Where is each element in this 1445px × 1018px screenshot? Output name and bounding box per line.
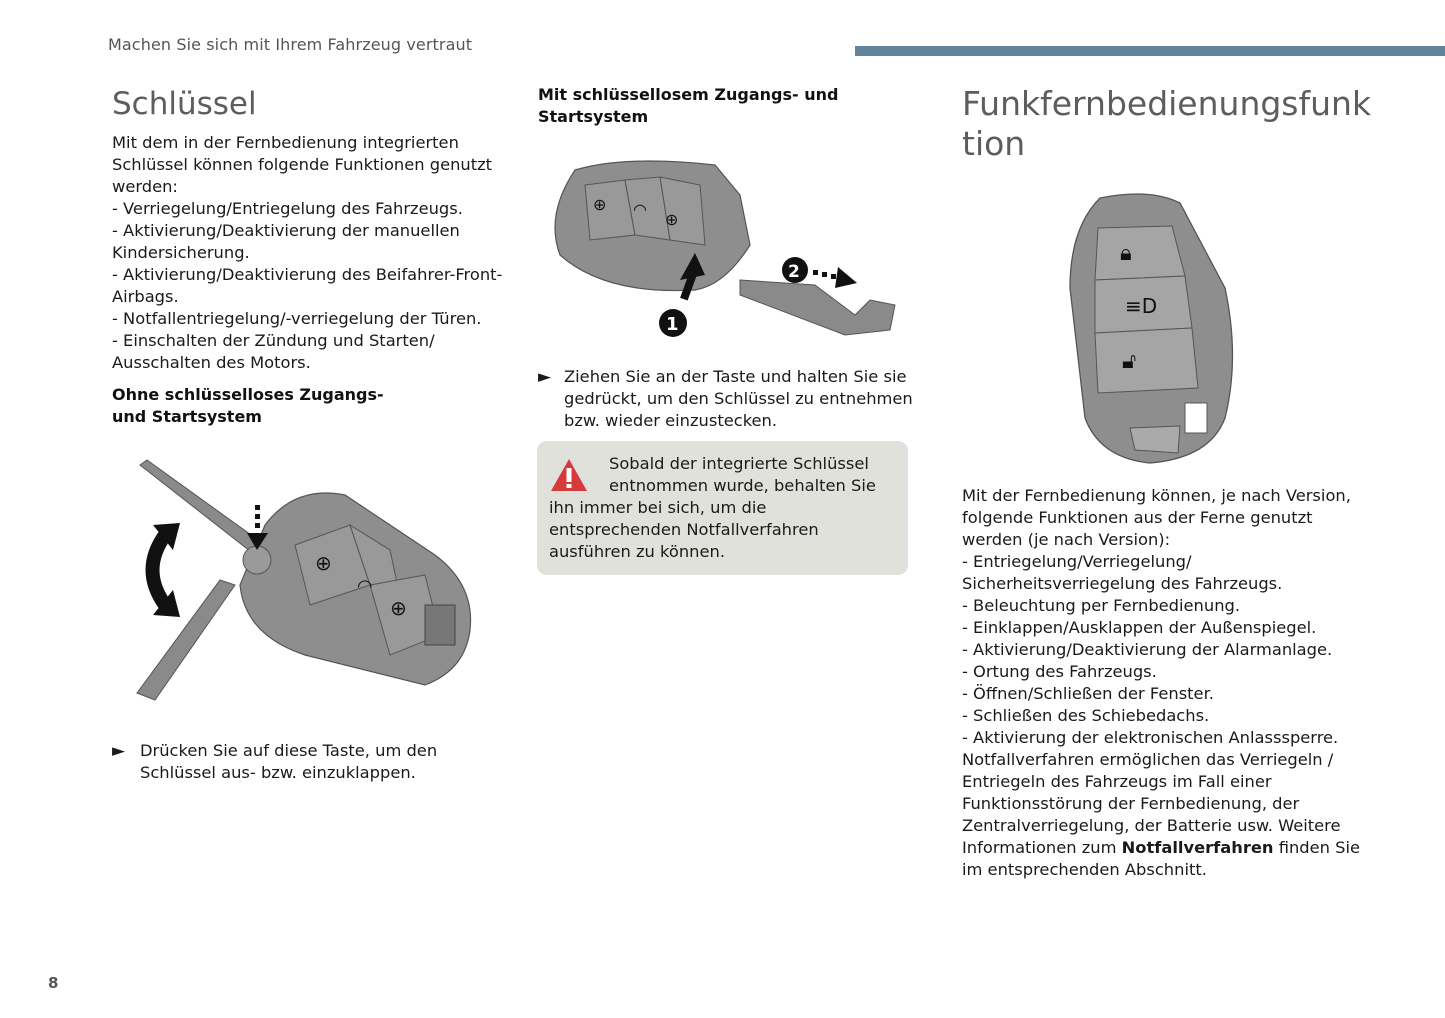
text-line: Sicherheitsverriegelung des Fahrzeugs.: [962, 574, 1283, 593]
svg-text:⊕: ⊕: [390, 596, 407, 620]
keyless-remote-key-extraction-illustration: [545, 155, 905, 345]
text-line: Notfallverfahren ermöglichen das Verriegeln /: [962, 750, 1334, 769]
text-line: Entriegeln des Fahrzeugs im Fall einer: [962, 772, 1272, 791]
svg-text:⊕: ⊕: [593, 195, 607, 214]
middle-column: [538, 84, 938, 128]
text-line: Schlüssel können folgende Funktionen genutzt: [112, 155, 493, 174]
text-line: werden (je nach Version):: [962, 530, 1171, 549]
play-arrow-icon: ►: [538, 367, 552, 387]
right-column: [962, 84, 1372, 164]
intro-text: [112, 132, 512, 374]
svg-text:⊕: ⊕: [315, 551, 332, 575]
text-line: - Notfallentriegelung/-verriegelung der Türen.: [112, 309, 482, 328]
text-line: - Öffnen/Schließen der Fenster.: [962, 684, 1214, 703]
text-line: - Schließen des Schiebedachs.: [962, 706, 1210, 725]
text-line: - Verriegelung/Entriegelung des Fahrzeugs.: [112, 199, 463, 218]
figure-label-1: 1: [666, 314, 679, 335]
middle-step: [538, 366, 928, 432]
svg-text:≡D: ≡D: [1125, 294, 1158, 318]
text-line: - Einschalten der Zündung und Starten/: [112, 331, 435, 350]
right-body-text: [962, 485, 1382, 881]
subheading-without-keyless: Ohne schlüsselloses Zugangs- und Startsystem: [112, 385, 384, 426]
section-title-funkfernbedienung: [962, 84, 1372, 164]
text-line: - Aktivierung/Deaktivierung der Alarmanlage.: [962, 640, 1333, 659]
svg-text:🔒︎: 🔒︎: [1120, 241, 1132, 266]
text-fragment: Informationen zum: [962, 838, 1122, 857]
text-line: Airbags.: [112, 287, 179, 306]
header-accent-bar: [855, 46, 1445, 56]
text-line: Zentralverriegelung, der Batterie usw. Weitere: [962, 816, 1341, 835]
warning-text: Sobald der integrierte Schlüssel entnommen wurde, behalten Sie ihn immer bei sich, um die entsprechenden Notfallverfahren ausführen zu können.: [549, 454, 876, 561]
play-arrow-icon: ►: [112, 741, 126, 761]
remote-control-front-illustration: [1060, 188, 1245, 468]
text-line: Ausschalten des Motors.: [112, 353, 311, 372]
warning-triangle-icon: [549, 455, 589, 495]
svg-text:◠: ◠: [357, 576, 373, 597]
text-line: Mit dem in der Fernbedienung integrierten: [112, 133, 459, 152]
text-line: - Aktivierung der elektronischen Anlasssperre.: [962, 728, 1339, 747]
running-header: Machen Sie sich mit Ihrem Fahrzeug vertraut: [108, 35, 473, 54]
text-line: - Einklappen/Ausklappen der Außenspiegel.: [962, 618, 1317, 637]
notfallverfahren-reference: Notfallverfahren: [1121, 838, 1274, 857]
text-line: Kindersicherung.: [112, 243, 250, 262]
svg-text:⊕: ⊕: [665, 210, 679, 229]
svg-text:🔓︎: 🔓︎: [1122, 349, 1137, 374]
title-line-2: tion: [962, 124, 1026, 163]
left-step: [112, 740, 492, 784]
text-fragment: finden Sie: [1273, 838, 1360, 857]
text-line: - Aktivierung/Deaktivierung des Beifahrer-Front-: [112, 265, 503, 284]
text-line: - Ortung des Fahrzeugs.: [962, 662, 1157, 681]
text-line: - Entriegelung/Verriegelung/: [962, 552, 1192, 571]
text-line: im entsprechenden Abschnitt.: [962, 860, 1207, 879]
svg-text:◠: ◠: [633, 200, 647, 219]
text-line: folgende Funktionen aus der Ferne genutzt: [962, 508, 1313, 527]
left-column: [112, 84, 512, 428]
subheading-with-keyless: Mit schlüssellosem Zugangs- und Startsystem: [538, 85, 839, 126]
title-line-1: Funkfernbedienungsfunk: [962, 84, 1372, 123]
warning-box: [537, 441, 908, 575]
text-line: werden:: [112, 177, 178, 196]
section-title-schluessel: Schlüssel: [112, 86, 257, 122]
text-line: [962, 837, 1382, 859]
text-line: - Beleuchtung per Fernbedienung.: [962, 596, 1241, 615]
text-line: Funktionsstörung der Fernbedienung, der: [962, 794, 1300, 813]
folding-key-remote-illustration: [125, 455, 485, 705]
step-text: Ziehen Sie an der Taste und halten Sie sie gedrückt, um den Schlüssel zu entnehmen bzw. wieder einzustecken.: [564, 367, 913, 430]
text-line: - Aktivierung/Deaktivierung der manuellen: [112, 221, 460, 240]
figure-label-2: 2: [788, 262, 800, 282]
text-line: Mit der Fernbedienung können, je nach Version,: [962, 486, 1351, 505]
step-text: Drücken Sie auf diese Taste, um den Schlüssel aus- bzw. einzuklappen.: [140, 741, 438, 782]
page-number: 8: [48, 974, 59, 992]
